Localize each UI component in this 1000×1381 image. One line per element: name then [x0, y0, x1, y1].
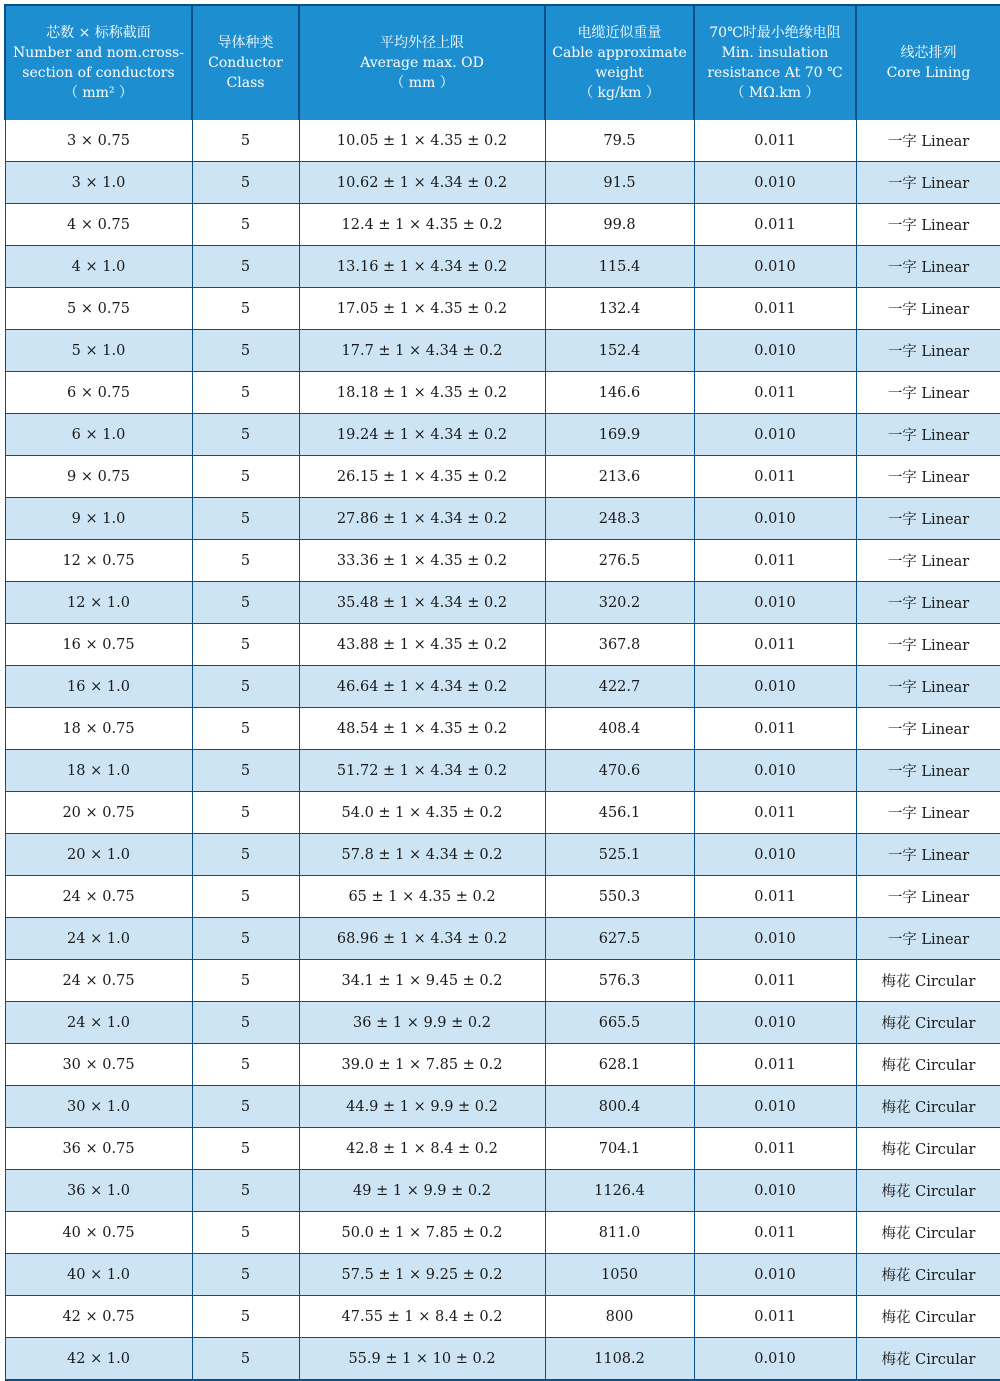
- cell-conductor-size: 4 × 1.0: [5, 246, 192, 288]
- cell-conductor-class: 5: [192, 288, 299, 330]
- cell-conductor-class: 5: [192, 1338, 299, 1381]
- table-row: [5, 456, 1000, 498]
- cell-core-lining: 一字 Linear: [856, 876, 1000, 918]
- cell-insulation-resistance: 0.011: [694, 204, 856, 246]
- cell-average-od: 10.05 ± 1 × 4.35 ± 0.2: [299, 120, 545, 162]
- cell-cable-weight: 152.4: [545, 330, 694, 372]
- table-row: [5, 792, 1000, 834]
- cell-insulation-resistance: 0.011: [694, 120, 856, 162]
- cell-conductor-size: 36 × 1.0: [5, 1170, 192, 1212]
- cell-conductor-class: 5: [192, 204, 299, 246]
- cell-cable-weight: 115.4: [545, 246, 694, 288]
- cell-cable-weight: 456.1: [545, 792, 694, 834]
- table-row: [5, 1254, 1000, 1296]
- cell-average-od: 57.8 ± 1 × 4.34 ± 0.2: [299, 834, 545, 876]
- cell-cable-weight: 811.0: [545, 1212, 694, 1254]
- cell-core-lining: 一字 Linear: [856, 120, 1000, 162]
- cell-core-lining: 一字 Linear: [856, 372, 1000, 414]
- cell-conductor-class: 5: [192, 162, 299, 204]
- cell-conductor-size: 18 × 0.75: [5, 708, 192, 750]
- cell-insulation-resistance: 0.011: [694, 456, 856, 498]
- cell-average-od: 27.86 ± 1 × 4.34 ± 0.2: [299, 498, 545, 540]
- header-conductor-class: 导体种类 Conductor Class: [192, 5, 299, 120]
- cell-conductor-class: 5: [192, 918, 299, 960]
- cell-conductor-size: 9 × 1.0: [5, 498, 192, 540]
- cell-insulation-resistance: 0.010: [694, 246, 856, 288]
- cell-average-od: 35.48 ± 1 × 4.34 ± 0.2: [299, 582, 545, 624]
- cell-core-lining: 一字 Linear: [856, 456, 1000, 498]
- cell-average-od: 68.96 ± 1 × 4.34 ± 0.2: [299, 918, 545, 960]
- cell-core-lining: 一字 Linear: [856, 708, 1000, 750]
- cell-average-od: 19.24 ± 1 × 4.34 ± 0.2: [299, 414, 545, 456]
- cell-average-od: 50.0 ± 1 × 7.85 ± 0.2: [299, 1212, 545, 1254]
- cell-cable-weight: 628.1: [545, 1044, 694, 1086]
- cell-core-lining: 一字 Linear: [856, 624, 1000, 666]
- table-row: [5, 624, 1000, 666]
- cell-cable-weight: 1126.4: [545, 1170, 694, 1212]
- cell-conductor-size: 6 × 1.0: [5, 414, 192, 456]
- cell-average-od: 18.18 ± 1 × 4.35 ± 0.2: [299, 372, 545, 414]
- cell-insulation-resistance: 0.010: [694, 1002, 856, 1044]
- table-row: [5, 1128, 1000, 1170]
- cell-cable-weight: 213.6: [545, 456, 694, 498]
- cell-core-lining: 一字 Linear: [856, 204, 1000, 246]
- cell-conductor-size: 4 × 0.75: [5, 204, 192, 246]
- cell-insulation-resistance: 0.011: [694, 540, 856, 582]
- cell-conductor-size: 24 × 1.0: [5, 918, 192, 960]
- table-row: [5, 498, 1000, 540]
- cell-insulation-resistance: 0.011: [694, 960, 856, 1002]
- cell-core-lining: 梅花 Circular: [856, 1128, 1000, 1170]
- cell-insulation-resistance: 0.010: [694, 414, 856, 456]
- cell-average-od: 42.8 ± 1 × 8.4 ± 0.2: [299, 1128, 545, 1170]
- cell-conductor-size: 6 × 0.75: [5, 372, 192, 414]
- cell-insulation-resistance: 0.010: [694, 834, 856, 876]
- cell-insulation-resistance: 0.011: [694, 288, 856, 330]
- cell-core-lining: 一字 Linear: [856, 162, 1000, 204]
- cell-conductor-class: 5: [192, 792, 299, 834]
- cell-cable-weight: 367.8: [545, 624, 694, 666]
- cell-conductor-class: 5: [192, 120, 299, 162]
- cell-cable-weight: 320.2: [545, 582, 694, 624]
- cell-insulation-resistance: 0.010: [694, 750, 856, 792]
- cell-cable-weight: 276.5: [545, 540, 694, 582]
- table-row: [5, 120, 1000, 162]
- cell-average-od: 47.55 ± 1 × 8.4 ± 0.2: [299, 1296, 545, 1338]
- cell-average-od: 36 ± 1 × 9.9 ± 0.2: [299, 1002, 545, 1044]
- header-row: [5, 5, 1000, 120]
- cell-core-lining: 梅花 Circular: [856, 1212, 1000, 1254]
- cell-cable-weight: 1050: [545, 1254, 694, 1296]
- cell-conductor-class: 5: [192, 1044, 299, 1086]
- cell-conductor-size: 16 × 1.0: [5, 666, 192, 708]
- cell-conductor-class: 5: [192, 666, 299, 708]
- cell-conductor-size: 16 × 0.75: [5, 624, 192, 666]
- cell-insulation-resistance: 0.011: [694, 876, 856, 918]
- cell-conductor-class: 5: [192, 582, 299, 624]
- cell-average-od: 49 ± 1 × 9.9 ± 0.2: [299, 1170, 545, 1212]
- cell-cable-weight: 408.4: [545, 708, 694, 750]
- cell-insulation-resistance: 0.010: [694, 330, 856, 372]
- table-row: [5, 288, 1000, 330]
- header-cable-weight: 电缆近似重量 Cable approximate weight （ kg/km ）: [545, 5, 694, 120]
- table-row: [5, 918, 1000, 960]
- table-row: [5, 666, 1000, 708]
- cell-cable-weight: 248.3: [545, 498, 694, 540]
- cell-conductor-size: 42 × 1.0: [5, 1338, 192, 1381]
- cell-insulation-resistance: 0.011: [694, 708, 856, 750]
- cell-conductor-size: 5 × 1.0: [5, 330, 192, 372]
- cell-average-od: 43.88 ± 1 × 4.35 ± 0.2: [299, 624, 545, 666]
- cell-insulation-resistance: 0.011: [694, 1044, 856, 1086]
- cell-conductor-class: 5: [192, 1128, 299, 1170]
- cell-insulation-resistance: 0.010: [694, 1338, 856, 1381]
- table-row: [5, 1044, 1000, 1086]
- cell-cable-weight: 91.5: [545, 162, 694, 204]
- table-row: [5, 540, 1000, 582]
- cell-core-lining: 一字 Linear: [856, 330, 1000, 372]
- cell-core-lining: 一字 Linear: [856, 792, 1000, 834]
- cell-cable-weight: 627.5: [545, 918, 694, 960]
- cell-average-od: 44.9 ± 1 × 9.9 ± 0.2: [299, 1086, 545, 1128]
- cell-conductor-size: 24 × 1.0: [5, 1002, 192, 1044]
- cell-insulation-resistance: 0.011: [694, 1296, 856, 1338]
- cell-conductor-class: 5: [192, 414, 299, 456]
- cell-cable-weight: 132.4: [545, 288, 694, 330]
- cell-average-od: 12.4 ± 1 × 4.35 ± 0.2: [299, 204, 545, 246]
- cell-conductor-size: 36 × 0.75: [5, 1128, 192, 1170]
- cell-conductor-class: 5: [192, 246, 299, 288]
- cell-conductor-class: 5: [192, 1296, 299, 1338]
- cell-core-lining: 一字 Linear: [856, 582, 1000, 624]
- header-average-od: 平均外径上限 Average max. OD （ mm ）: [299, 5, 545, 120]
- cell-cable-weight: 704.1: [545, 1128, 694, 1170]
- cell-conductor-size: 30 × 1.0: [5, 1086, 192, 1128]
- header-insulation-resistance: 70℃时最小绝缘电阻 Min. insulation resistance At 70 ℃ （ MΩ.km ）: [694, 5, 856, 120]
- cell-conductor-class: 5: [192, 1002, 299, 1044]
- cell-core-lining: 梅花 Circular: [856, 1338, 1000, 1381]
- cell-conductor-size: 20 × 0.75: [5, 792, 192, 834]
- cell-conductor-class: 5: [192, 456, 299, 498]
- cell-conductor-size: 20 × 1.0: [5, 834, 192, 876]
- cell-conductor-class: 5: [192, 1254, 299, 1296]
- cell-average-od: 17.7 ± 1 × 4.34 ± 0.2: [299, 330, 545, 372]
- cell-core-lining: 梅花 Circular: [856, 1044, 1000, 1086]
- table-row: [5, 960, 1000, 1002]
- cell-conductor-class: 5: [192, 708, 299, 750]
- cell-conductor-class: 5: [192, 372, 299, 414]
- cell-insulation-resistance: 0.010: [694, 162, 856, 204]
- cell-core-lining: 梅花 Circular: [856, 1086, 1000, 1128]
- cell-insulation-resistance: 0.010: [694, 498, 856, 540]
- table-row: [5, 1296, 1000, 1338]
- cell-core-lining: 梅花 Circular: [856, 960, 1000, 1002]
- cell-insulation-resistance: 0.010: [694, 1086, 856, 1128]
- cell-average-od: 33.36 ± 1 × 4.35 ± 0.2: [299, 540, 545, 582]
- cell-core-lining: 一字 Linear: [856, 246, 1000, 288]
- table-row: [5, 1212, 1000, 1254]
- cell-insulation-resistance: 0.010: [694, 1254, 856, 1296]
- cell-core-lining: 一字 Linear: [856, 540, 1000, 582]
- cell-average-od: 51.72 ± 1 × 4.34 ± 0.2: [299, 750, 545, 792]
- cell-core-lining: 梅花 Circular: [856, 1002, 1000, 1044]
- cell-conductor-class: 5: [192, 750, 299, 792]
- table-row: [5, 834, 1000, 876]
- cell-average-od: 46.64 ± 1 × 4.34 ± 0.2: [299, 666, 545, 708]
- cell-average-od: 17.05 ± 1 × 4.35 ± 0.2: [299, 288, 545, 330]
- cell-cable-weight: 550.3: [545, 876, 694, 918]
- header-conductor-size: 芯数 × 标称截面 Number and nom.cross- section of conductors （ mm² ）: [5, 5, 192, 120]
- cell-conductor-size: 9 × 0.75: [5, 456, 192, 498]
- cell-cable-weight: 525.1: [545, 834, 694, 876]
- cell-conductor-class: 5: [192, 876, 299, 918]
- cell-core-lining: 一字 Linear: [856, 288, 1000, 330]
- cell-cable-weight: 800.4: [545, 1086, 694, 1128]
- cell-conductor-class: 5: [192, 834, 299, 876]
- cell-cable-weight: 422.7: [545, 666, 694, 708]
- cell-insulation-resistance: 0.010: [694, 582, 856, 624]
- cell-average-od: 39.0 ± 1 × 7.85 ± 0.2: [299, 1044, 545, 1086]
- cell-conductor-size: 24 × 0.75: [5, 876, 192, 918]
- header-core-lining: 线芯排列 Core Lining: [856, 5, 1000, 120]
- cell-average-od: 48.54 ± 1 × 4.35 ± 0.2: [299, 708, 545, 750]
- cell-cable-weight: 99.8: [545, 204, 694, 246]
- table-header: [5, 5, 1000, 120]
- cell-cable-weight: 169.9: [545, 414, 694, 456]
- cell-insulation-resistance: 0.011: [694, 372, 856, 414]
- cell-conductor-size: 3 × 1.0: [5, 162, 192, 204]
- table-row: [5, 372, 1000, 414]
- cell-core-lining: 一字 Linear: [856, 750, 1000, 792]
- table-row: [5, 204, 1000, 246]
- cell-cable-weight: 800: [545, 1296, 694, 1338]
- table-row: [5, 1086, 1000, 1128]
- cell-cable-weight: 665.5: [545, 1002, 694, 1044]
- table-row: [5, 582, 1000, 624]
- cable-spec-table: [4, 4, 1000, 1381]
- cell-average-od: 54.0 ± 1 × 4.35 ± 0.2: [299, 792, 545, 834]
- table-row: [5, 246, 1000, 288]
- cell-core-lining: 一字 Linear: [856, 498, 1000, 540]
- cell-conductor-class: 5: [192, 1170, 299, 1212]
- cell-core-lining: 梅花 Circular: [856, 1170, 1000, 1212]
- table-row: [5, 750, 1000, 792]
- cell-conductor-size: 40 × 1.0: [5, 1254, 192, 1296]
- table-body: [5, 120, 1000, 1380]
- table-row: [5, 330, 1000, 372]
- cell-average-od: 26.15 ± 1 × 4.35 ± 0.2: [299, 456, 545, 498]
- table-row: [5, 162, 1000, 204]
- cell-average-od: 57.5 ± 1 × 9.25 ± 0.2: [299, 1254, 545, 1296]
- cell-conductor-class: 5: [192, 1086, 299, 1128]
- cell-insulation-resistance: 0.011: [694, 792, 856, 834]
- cell-average-od: 65 ± 1 × 4.35 ± 0.2: [299, 876, 545, 918]
- cell-conductor-size: 24 × 0.75: [5, 960, 192, 1002]
- cell-conductor-class: 5: [192, 498, 299, 540]
- cell-core-lining: 一字 Linear: [856, 666, 1000, 708]
- table-row: [5, 708, 1000, 750]
- cell-core-lining: 梅花 Circular: [856, 1296, 1000, 1338]
- cell-cable-weight: 1108.2: [545, 1338, 694, 1381]
- cell-conductor-size: 3 × 0.75: [5, 120, 192, 162]
- cell-conductor-size: 5 × 0.75: [5, 288, 192, 330]
- cell-cable-weight: 576.3: [545, 960, 694, 1002]
- table-row: [5, 1170, 1000, 1212]
- table-row: [5, 414, 1000, 456]
- cell-cable-weight: 79.5: [545, 120, 694, 162]
- cell-core-lining: 一字 Linear: [856, 834, 1000, 876]
- cell-insulation-resistance: 0.010: [694, 666, 856, 708]
- cell-average-od: 10.62 ± 1 × 4.34 ± 0.2: [299, 162, 545, 204]
- cell-conductor-class: 5: [192, 330, 299, 372]
- cell-cable-weight: 146.6: [545, 372, 694, 414]
- cell-conductor-size: 18 × 1.0: [5, 750, 192, 792]
- cell-insulation-resistance: 0.011: [694, 1212, 856, 1254]
- table-row: [5, 1002, 1000, 1044]
- cell-conductor-size: 30 × 0.75: [5, 1044, 192, 1086]
- cell-insulation-resistance: 0.011: [694, 624, 856, 666]
- cell-average-od: 34.1 ± 1 × 9.45 ± 0.2: [299, 960, 545, 1002]
- table-row: [5, 876, 1000, 918]
- cell-conductor-class: 5: [192, 1212, 299, 1254]
- cell-average-od: 55.9 ± 1 × 10 ± 0.2: [299, 1338, 545, 1381]
- cell-insulation-resistance: 0.010: [694, 1170, 856, 1212]
- cell-conductor-size: 12 × 1.0: [5, 582, 192, 624]
- cell-conductor-size: 42 × 0.75: [5, 1296, 192, 1338]
- cell-conductor-class: 5: [192, 960, 299, 1002]
- cell-conductor-class: 5: [192, 624, 299, 666]
- cell-insulation-resistance: 0.010: [694, 918, 856, 960]
- cell-core-lining: 一字 Linear: [856, 414, 1000, 456]
- cell-conductor-class: 5: [192, 540, 299, 582]
- cell-insulation-resistance: 0.011: [694, 1128, 856, 1170]
- cell-conductor-size: 12 × 0.75: [5, 540, 192, 582]
- cell-core-lining: 梅花 Circular: [856, 1254, 1000, 1296]
- cell-cable-weight: 470.6: [545, 750, 694, 792]
- cell-average-od: 13.16 ± 1 × 4.34 ± 0.2: [299, 246, 545, 288]
- cell-core-lining: 一字 Linear: [856, 918, 1000, 960]
- cell-conductor-size: 40 × 0.75: [5, 1212, 192, 1254]
